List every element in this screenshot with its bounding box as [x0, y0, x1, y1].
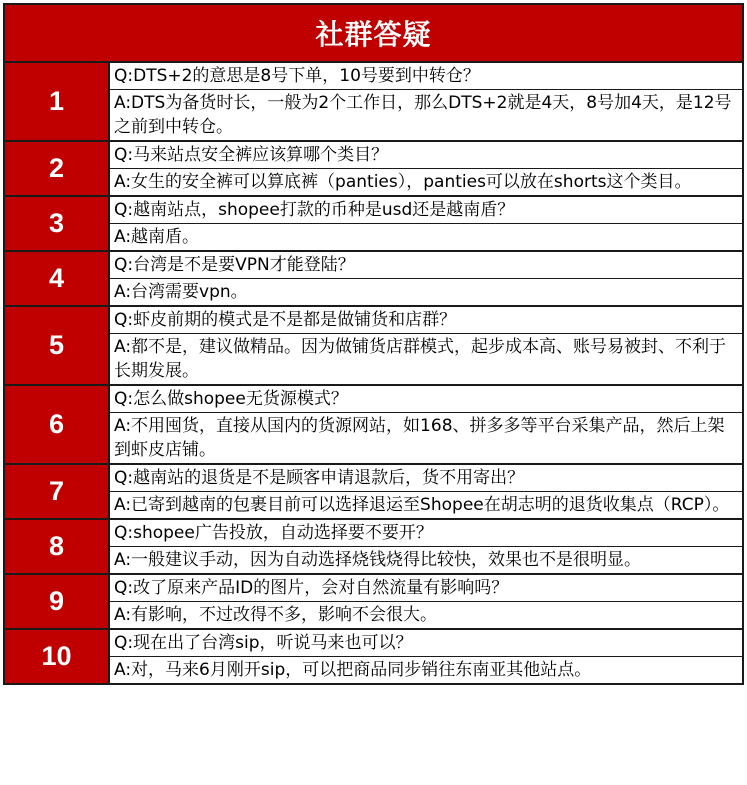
question-text: Q:DTS+2的意思是8号下单，10号要到中转仓？ — [110, 63, 742, 90]
answer-text: A:对，马来6月刚开sip，可以把商品同步销往东南亚其他站点。 — [114, 660, 592, 680]
answer-text: A:一般建议手动，因为自动选择烧钱烧得比较快，效果也不是很明显。 — [114, 550, 642, 570]
row-number: 9 — [5, 575, 110, 628]
qa-cell — [110, 575, 742, 628]
row-number: 3 — [5, 197, 110, 250]
row-number: 4 — [5, 252, 110, 305]
qa-cell — [110, 307, 742, 384]
qa-row — [5, 252, 742, 307]
row-number: 6 — [5, 386, 110, 463]
qa-cell — [110, 197, 742, 250]
question-text: Q:越南站的退货是不是顾客申请退款后，货不用寄出？ — [110, 465, 742, 492]
answer-text: A:有影响，不过改得不多，影响不会很大。 — [114, 605, 438, 625]
row-number: 8 — [5, 520, 110, 573]
qa-cell — [110, 386, 742, 463]
answer-text: A:不用囤货，直接从国内的货源网站，如168、拼多多等平台采集产品，然后上架到虾皮店铺。 — [114, 416, 725, 460]
answer-text: A:都不是，建议做精品。因为做铺货店群模式，起步成本高、账号易被封、不利于长期发展。 — [114, 337, 727, 381]
question-text: Q:越南站点，shopee打款的币种是usd还是越南盾？ — [110, 197, 742, 224]
answer-text: A:女生的安全裤可以算底裤（panties），panties可以放在shorts这个类目。 — [114, 172, 692, 192]
qa-row — [5, 575, 742, 630]
qa-row — [5, 520, 742, 575]
qa-row — [5, 386, 742, 465]
row-number: 5 — [5, 307, 110, 384]
question-text: Q:改了原来产品ID的图片，会对自然流量有影响吗？ — [110, 575, 742, 602]
qa-cell — [110, 252, 742, 305]
qa-table — [3, 3, 744, 685]
question-text: Q:台湾是不是要VPN才能登陆？ — [110, 252, 742, 279]
qa-row — [5, 63, 742, 142]
qa-row — [5, 630, 742, 683]
answer-text: A:DTS为备货时长，一般为2个工作日，那么DTS+2就是4天，8号加4天，是12号之前到中转仓。 — [114, 93, 732, 137]
qa-cell — [110, 520, 742, 573]
row-number: 7 — [5, 465, 110, 518]
qa-row — [5, 142, 742, 197]
qa-row — [5, 307, 742, 386]
question-text: Q:现在出了台湾sip，听说马来也可以？ — [110, 630, 742, 657]
answer-text: A:台湾需要vpn。 — [114, 282, 248, 302]
row-number: 1 — [5, 63, 110, 140]
answer-text: A:越南盾。 — [114, 227, 200, 247]
question-text: Q:虾皮前期的模式是不是都是做铺货和店群？ — [110, 307, 742, 334]
row-number: 2 — [5, 142, 110, 195]
table-title: 社群答疑 — [5, 5, 742, 63]
qa-row — [5, 197, 742, 252]
qa-row — [5, 465, 742, 520]
qa-cell — [110, 63, 742, 140]
question-text: Q:怎么做shopee无货源模式？ — [110, 386, 742, 413]
qa-cell — [110, 142, 742, 195]
answer-text: A:已寄到越南的包裹目前可以选择退运至Shopee在胡志明的退货收集点（RCP）。 — [114, 495, 730, 515]
question-text: Q:shopee广告投放，自动选择要不要开？ — [110, 520, 742, 547]
qa-cell — [110, 465, 742, 518]
qa-cell — [110, 630, 742, 683]
row-number: 10 — [5, 630, 110, 683]
question-text: Q:马来站点安全裤应该算哪个类目？ — [110, 142, 742, 169]
